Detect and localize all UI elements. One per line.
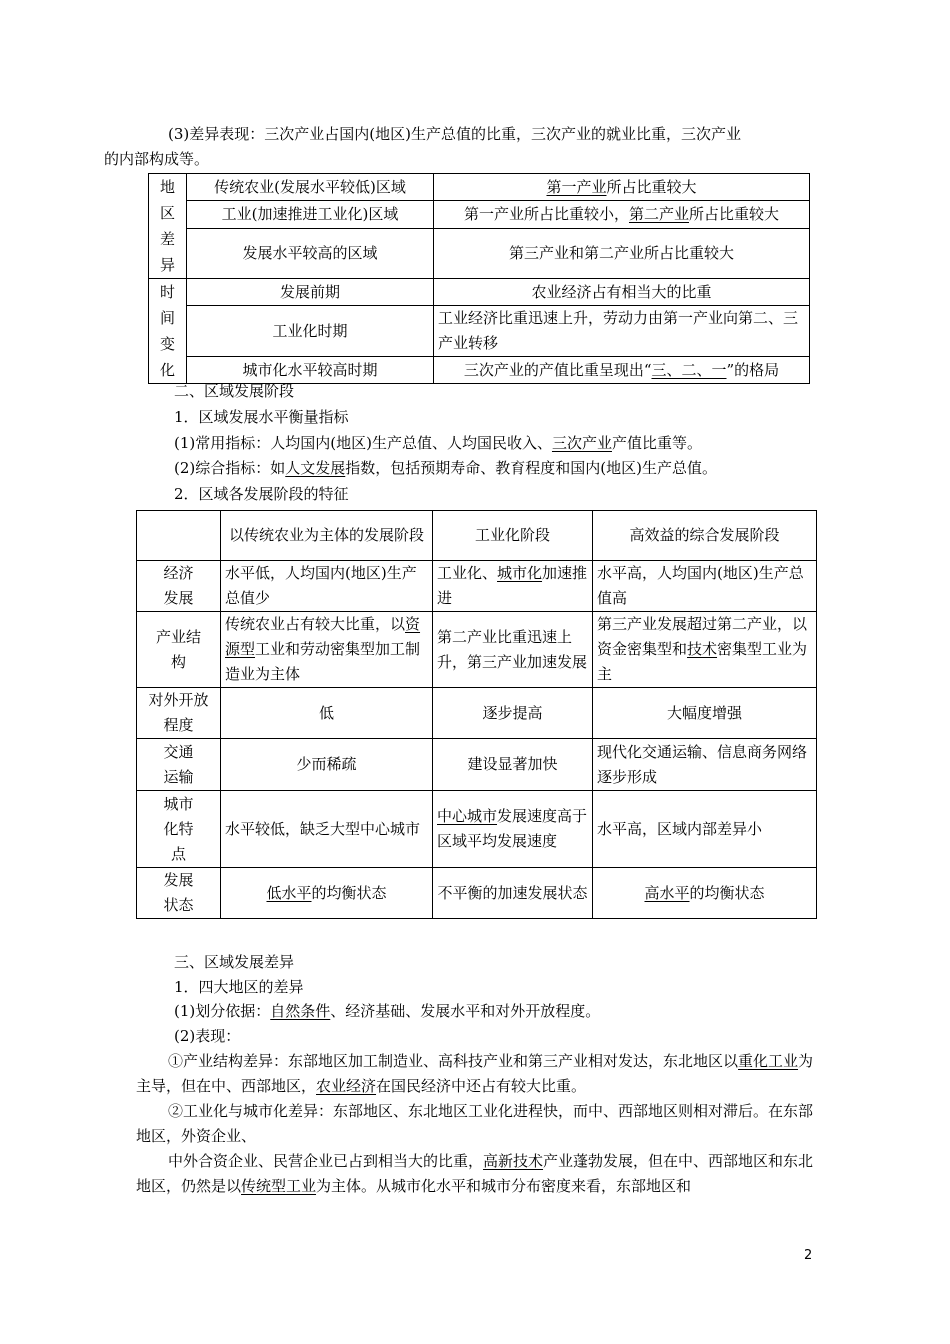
t1-row-a: 城市化水平较高时期 bbox=[187, 357, 434, 384]
t1-row-a: 工业(加速推进工业化)区域 bbox=[187, 201, 434, 229]
t2-cell: 水平较低，缺乏大型中心城市 bbox=[221, 791, 433, 868]
section3-para3: 中外合资企业、民营企业已占到相当大的比重，高新技术产业蓬勃发展，但在中、西部地区和东北地区，仍然是以传统型工业为主体。从城市化水平和城市分布密度来看，东部地区和 bbox=[136, 1152, 814, 1195]
page-number: 2 bbox=[804, 1248, 813, 1263]
t2-cell: 现代化交通运输、信息商务网络逐步形成 bbox=[593, 739, 817, 791]
t2-cell: 逐步提高 bbox=[433, 688, 593, 739]
t2-cell: 高水平的均衡状态 bbox=[593, 868, 817, 919]
t1-row-a: 发展水平较高的区域 bbox=[187, 229, 434, 279]
t2-cell: 不平衡的加速发展状态 bbox=[433, 868, 593, 919]
section2-item1: (1)常用指标：人均国内(地区)生产总值、人均国民收入、三次产业产值比重等。 bbox=[174, 434, 702, 452]
t2-cell: 水平低，人均国内(地区)生产总值少 bbox=[221, 561, 433, 612]
section3-para1: ①产业结构差异：东部地区加工制造业、高科技产业和第三产业相对发达，东北地区以重化工业为主导，但在中、西部地区，农业经济在国民经济中还占有较大比重。 bbox=[136, 1052, 814, 1095]
t1-row-b: 第三产业和第二产业所占比重较大 bbox=[434, 229, 810, 279]
t2-row-label: 产业结构 bbox=[137, 612, 221, 688]
t1-row-b: 三次产业的产值比重呈现出“三、二、一”的格局 bbox=[434, 357, 810, 384]
section3-heading: 三、区域发展差异 bbox=[174, 953, 295, 971]
industry-structure-table bbox=[148, 173, 810, 384]
t2-cell: 工业化、城市化加速推进 bbox=[433, 561, 593, 612]
section2-heading: 二、区域发展阶段 bbox=[174, 382, 295, 400]
section2-item2: (2)综合指标：如人文发展指数，包括预期寿命、教育程度和国内(地区)生产总值。 bbox=[174, 459, 717, 477]
t2-row-label: 城市化特点 bbox=[137, 791, 221, 868]
t1-row-b: 工业经济比重迅速上升，劳动力由第一产业向第二、三产业转移 bbox=[434, 306, 810, 357]
section2-sub1: 1．区域发展水平衡量指标 bbox=[174, 408, 349, 426]
t2-cell: 大幅度增强 bbox=[593, 688, 817, 739]
section3-sub1: 1．四大地区的差异 bbox=[174, 978, 304, 996]
t2-row-label: 发展状态 bbox=[137, 868, 221, 919]
t2-cell: 建设显著加快 bbox=[433, 739, 593, 791]
t2-row-label: 对外开放程度 bbox=[137, 688, 221, 739]
t1-row-b: 第一产业所占比重较小，第二产业所占比重较大 bbox=[434, 201, 810, 229]
t2-cell: 少而稀疏 bbox=[221, 739, 433, 791]
group-regional-diff: 地区差异 bbox=[149, 174, 187, 279]
t1-row-b: 农业经济占有相当大的比重 bbox=[434, 279, 810, 306]
t2-row-label: 交通运输 bbox=[137, 739, 221, 791]
t2-header: 高效益的综合发展阶段 bbox=[593, 511, 817, 561]
group-time-change: 时间变化 bbox=[149, 279, 187, 384]
section3-perf: (2)表现： bbox=[174, 1027, 241, 1045]
t2-cell: 水平高，区域内部差异小 bbox=[593, 791, 817, 868]
t2-cell: 传统农业占有较大比重，以资源型工业和劳动密集型加工制造业为主体 bbox=[221, 612, 433, 688]
t2-cell: 低 bbox=[221, 688, 433, 739]
t1-row-b: 第一产业所占比重较大 bbox=[434, 174, 810, 201]
development-stage-table bbox=[136, 510, 817, 919]
section3-para2: ②工业化与城市化差异：东部地区、东北地区工业化进程快，而中、西部地区则相对滞后。在东部地区，外资企业、 bbox=[136, 1102, 814, 1145]
section2-sub2: 2．区域各发展阶段的特征 bbox=[174, 485, 349, 503]
intro-paragraph: (3)差异表现：三次产业占国内(地区)生产总值的比重，三次产业的就业比重，三次产业 的内部构成等。 bbox=[104, 125, 741, 168]
section3-basis: (1)划分依据：自然条件、经济基础、发展水平和对外开放程度。 bbox=[174, 1002, 601, 1020]
t2-header: 工业化阶段 bbox=[433, 511, 593, 561]
t1-row-a: 传统农业(发展水平较低)区域 bbox=[187, 174, 434, 201]
t2-header: 以传统农业为主体的发展阶段 bbox=[221, 511, 433, 561]
t2-cell: 低水平的均衡状态 bbox=[221, 868, 433, 919]
t1-row-a: 发展前期 bbox=[187, 279, 434, 306]
t2-cell: 第二产业比重迅速上升，第三产业加速发展 bbox=[433, 612, 593, 688]
t1-row-a: 工业化时期 bbox=[187, 306, 434, 357]
t2-header-empty bbox=[137, 511, 221, 561]
t2-row-label: 经济发展 bbox=[137, 561, 221, 612]
t2-cell: 水平高，人均国内(地区)生产总值高 bbox=[593, 561, 817, 612]
t2-cell: 中心城市发展速度高于区域平均发展速度 bbox=[433, 791, 593, 868]
t2-cell: 第三产业发展超过第二产业，以资金密集型和技术密集型工业为主 bbox=[593, 612, 817, 688]
